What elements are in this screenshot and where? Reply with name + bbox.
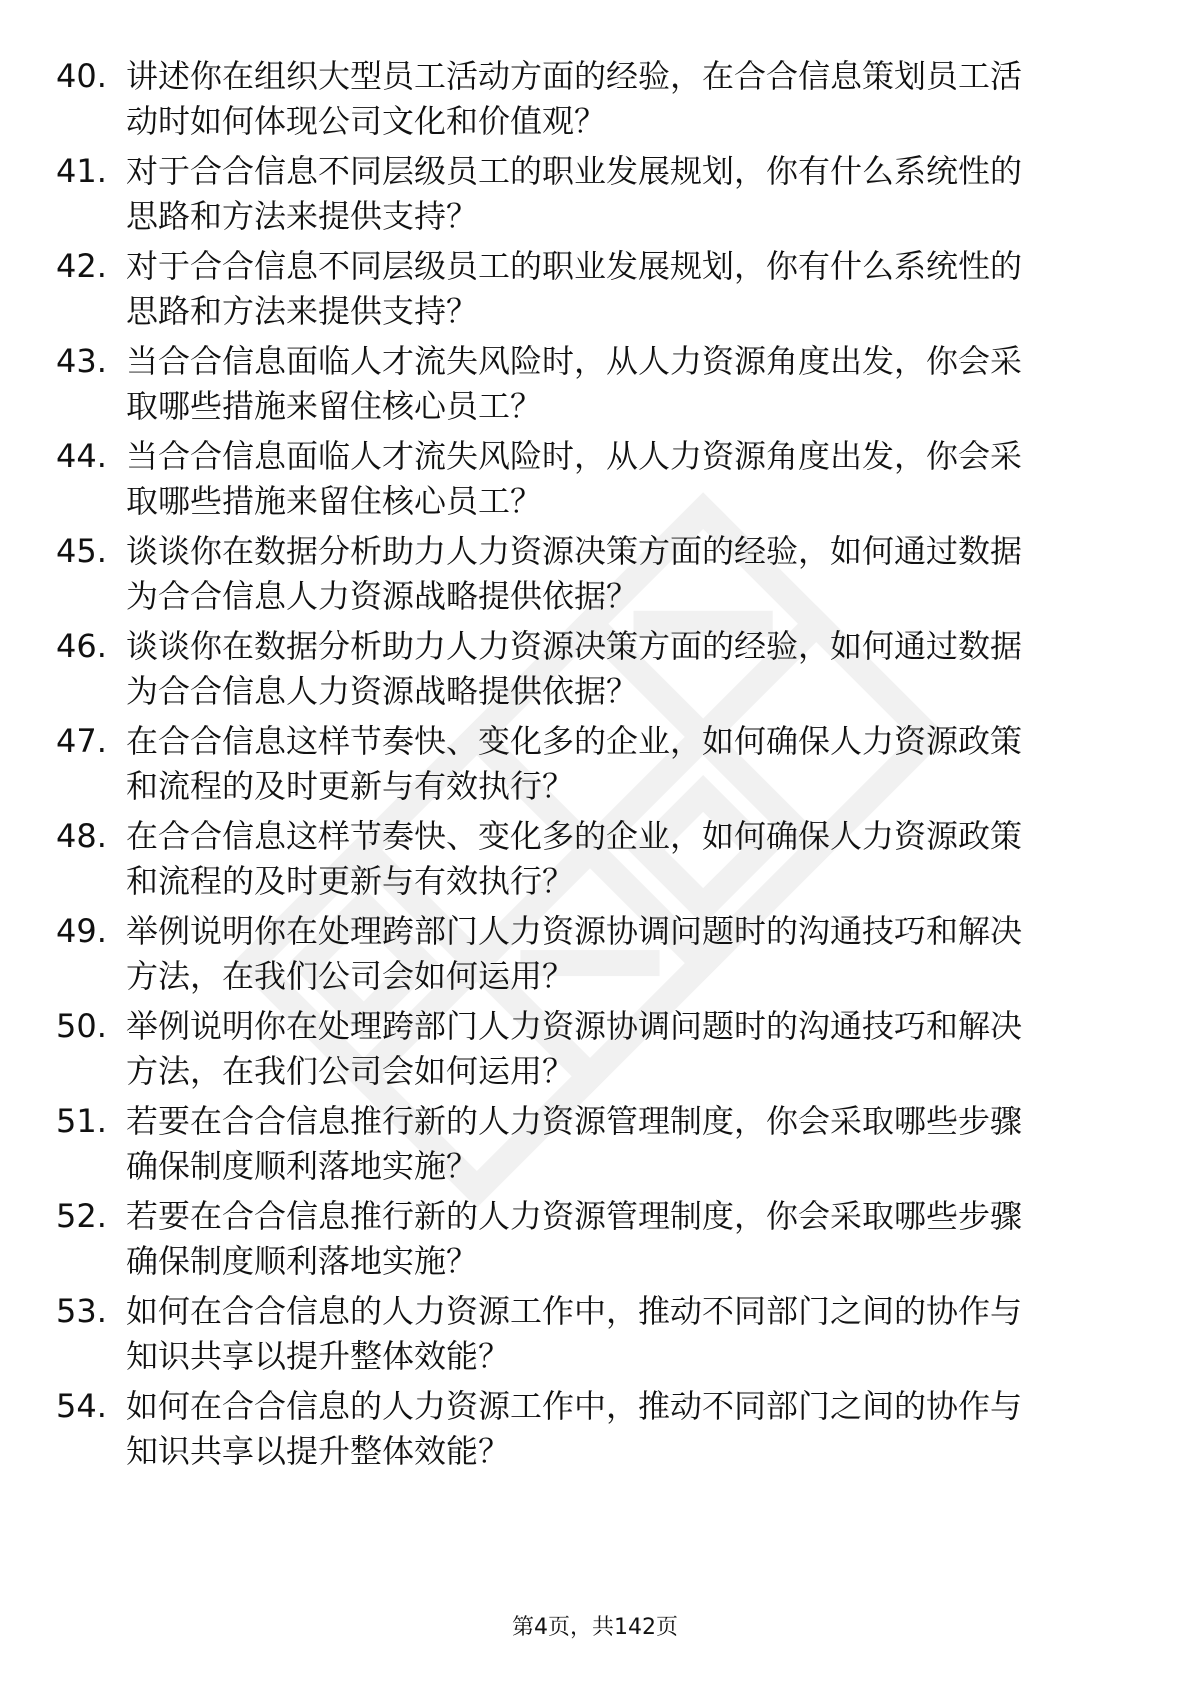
question-text (126, 624, 1111, 714)
question-number: 51. (56, 1102, 107, 1140)
question-text (126, 339, 1111, 429)
question-line: 和流程的及时更新与有效执行？ (126, 862, 575, 900)
question-text (126, 719, 1111, 809)
question-text (126, 1289, 1111, 1379)
question-line: 谈谈你在数据分析助力人力资源决策方面的经验，如何通过数据 (126, 532, 1023, 570)
question-line: 取哪些措施来留住核心员工？ (126, 387, 543, 425)
question-line: 对于合合信息不同层级员工的职业发展规划，你有什么系统性的 (126, 152, 1023, 190)
question-line: 取哪些措施来留住核心员工？ (126, 482, 543, 520)
question-number: 50. (56, 1007, 107, 1045)
question-line: 和流程的及时更新与有效执行？ (126, 767, 575, 805)
question-text (126, 1194, 1111, 1284)
page-footer (0, 1614, 1190, 1642)
question-number: 53. (56, 1292, 107, 1330)
question-line: 在合合信息这样节奏快、变化多的企业，如何确保人力资源政策 (126, 817, 1023, 855)
question-line: 思路和方法来提供支持？ (126, 292, 479, 330)
question-line: 谈谈你在数据分析助力人力资源决策方面的经验，如何通过数据 (126, 627, 1023, 665)
question-text (126, 149, 1111, 239)
question-line: 知识共享以提升整体效能？ (126, 1432, 511, 1470)
question-line: 知识共享以提升整体效能？ (126, 1337, 511, 1375)
question-line: 当合合信息面临人才流失风险时，从人力资源角度出发，你会采 (126, 437, 1023, 475)
question-text (126, 1004, 1111, 1094)
question-line: 在合合信息这样节奏快、变化多的企业，如何确保人力资源政策 (126, 722, 1023, 760)
question-line: 为合合信息人力资源战略提供依据？ (126, 577, 639, 615)
question-number: 42. (56, 247, 107, 285)
question-number: 44. (56, 437, 107, 475)
question-line: 方法，在我们公司会如何运用？ (126, 1052, 575, 1090)
question-number: 52. (56, 1197, 107, 1235)
question-line: 为合合信息人力资源战略提供依据？ (126, 672, 639, 710)
question-line: 若要在合合信息推行新的人力资源管理制度，你会采取哪些步骤 (126, 1102, 1023, 1140)
question-number: 54. (56, 1387, 107, 1425)
question-line: 当合合信息面临人才流失风险时，从人力资源角度出发，你会采 (126, 342, 1023, 380)
question-number: 40. (56, 57, 107, 95)
question-text (126, 244, 1111, 334)
question-number: 49. (56, 912, 107, 950)
question-text (126, 529, 1111, 619)
question-text (126, 1099, 1111, 1189)
question-number: 43. (56, 342, 107, 380)
question-line: 讲述你在组织大型员工活动方面的经验，在合合信息策划员工活 (126, 57, 1023, 95)
question-line: 如何在合合信息的人力资源工作中，推动不同部门之间的协作与 (126, 1387, 1023, 1425)
question-text (126, 434, 1111, 524)
question-text (126, 54, 1111, 144)
question-text (126, 814, 1111, 904)
question-number: 41. (56, 152, 107, 190)
question-text (126, 1384, 1111, 1474)
question-number: 48. (56, 817, 107, 855)
question-line: 如何在合合信息的人力资源工作中，推动不同部门之间的协作与 (126, 1292, 1023, 1330)
question-line: 对于合合信息不同层级员工的职业发展规划，你有什么系统性的 (126, 247, 1023, 285)
question-line: 动时如何体现公司文化和价值观？ (126, 102, 607, 140)
question-number: 46. (56, 627, 107, 665)
question-line: 方法，在我们公司会如何运用？ (126, 957, 575, 995)
question-line: 若要在合合信息推行新的人力资源管理制度，你会采取哪些步骤 (126, 1197, 1023, 1235)
question-line: 确保制度顺利落地实施？ (126, 1147, 479, 1185)
question-number: 45. (56, 532, 107, 570)
question-number: 47. (56, 722, 107, 760)
question-line: 举例说明你在处理跨部门人力资源协调问题时的沟通技巧和解决 (126, 912, 1023, 950)
question-line: 确保制度顺利落地实施？ (126, 1242, 479, 1280)
question-line: 思路和方法来提供支持？ (126, 197, 479, 235)
page-number-label: 第4页，共142页 (512, 1615, 678, 1640)
question-text (126, 909, 1111, 999)
question-line: 举例说明你在处理跨部门人力资源协调问题时的沟通技巧和解决 (126, 1007, 1023, 1045)
